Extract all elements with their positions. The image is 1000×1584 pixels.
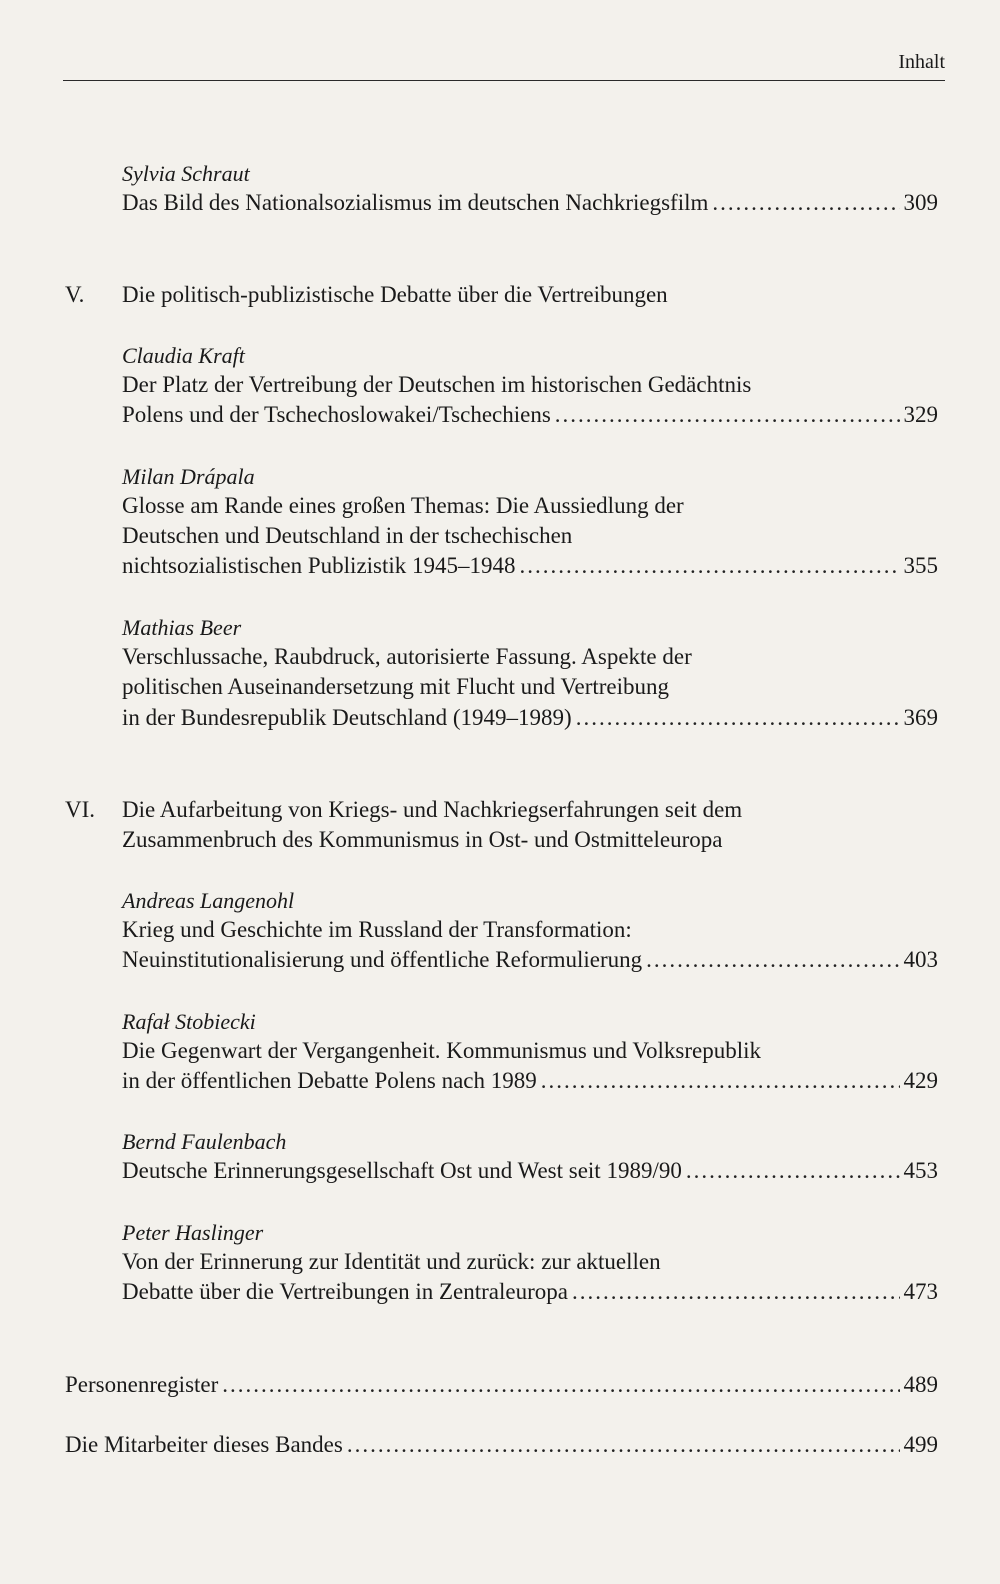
toc-author: Rafał Stobiecki xyxy=(122,1009,256,1034)
toc-register-row xyxy=(65,1370,938,1400)
toc-entry-title-row xyxy=(122,1156,938,1186)
leader-dots xyxy=(712,188,899,218)
toc-page-number: 429 xyxy=(903,1068,938,1093)
toc-entry-title-row xyxy=(122,551,938,581)
section-number: VI. xyxy=(65,797,96,822)
toc-page-number: 309 xyxy=(903,190,938,215)
toc-page-number: 453 xyxy=(903,1158,938,1183)
toc-entry-title-row xyxy=(122,945,938,975)
toc-author: Andreas Langenohl xyxy=(122,888,295,913)
toc-page-number: 403 xyxy=(903,947,938,972)
toc-author: Claudia Kraft xyxy=(122,343,245,368)
toc-page-number: 499 xyxy=(903,1432,938,1457)
toc-entry-title: Polens und der Tschechoslowakei/Tschechiens xyxy=(122,402,551,427)
leader-dots xyxy=(646,945,899,975)
toc-entry-title: Die Gegenwart der Vergangenheit. Kommunismus und Volksrepublik xyxy=(122,1038,762,1063)
toc-author: Mathias Beer xyxy=(122,615,242,640)
toc-page-number: 329 xyxy=(903,402,938,427)
toc-author: Peter Haslinger xyxy=(122,1220,264,1245)
toc-page-number: 369 xyxy=(903,705,938,730)
leader-dots xyxy=(222,1370,899,1400)
toc-entry-title: Personenregister xyxy=(65,1372,219,1397)
toc-entry-title: Von der Erinnerung zur Identität und zurück: zur aktuellen xyxy=(122,1249,661,1274)
toc-entry-title: Verschlussache, Raubdruck, autorisierte Fassung. Aspekte der xyxy=(122,644,692,669)
toc-entry-title: Debatte über die Vertreibungen in Zentraleuropa xyxy=(122,1279,568,1304)
toc-author: Bernd Faulenbach xyxy=(122,1129,287,1154)
leader-dots xyxy=(555,400,900,430)
toc-entry-title-row xyxy=(122,188,938,218)
leader-dots xyxy=(686,1156,900,1186)
section-title: Die politisch-publizistische Debatte über die Vertreibungen xyxy=(122,282,668,307)
toc-author: Sylvia Schraut xyxy=(122,161,250,186)
toc-entry-title: Deutsche Erinnerungsgesellschaft Ost und West seit 1989/90 xyxy=(122,1158,682,1183)
toc-contributors-row xyxy=(65,1430,938,1460)
toc-entry-title: Deutschen und Deutschland in der tschechischen xyxy=(122,523,573,548)
toc-entry-title: Krieg und Geschichte im Russland der Transformation: xyxy=(122,917,632,942)
toc-entry-title-row xyxy=(122,400,938,430)
toc-entry-title: Neuinstitutionalisierung und öffentliche Reformulierung xyxy=(122,947,643,972)
section-title: Die Aufarbeitung von Kriegs- und Nachkriegserfahrungen seit dem xyxy=(122,797,743,822)
leader-dots xyxy=(572,1277,900,1307)
leader-dots xyxy=(520,551,900,581)
toc-author: Milan Drápala xyxy=(122,464,255,489)
toc-page-number: 355 xyxy=(903,553,938,578)
section-number: V. xyxy=(65,282,85,307)
toc-entry-title: in der öffentlichen Debatte Polens nach 1989 xyxy=(122,1068,537,1093)
toc-entry-title: Der Platz der Vertreibung der Deutschen im historischen Gedächtnis xyxy=(122,372,752,397)
toc-entry-title: in der Bundesrepublik Deutschland (1949–1989) xyxy=(122,705,572,730)
toc-page-number: 473 xyxy=(903,1279,938,1304)
toc-entry-title: Glosse am Rande eines großen Themas: Die Aussiedlung der xyxy=(122,493,684,518)
running-head xyxy=(63,50,945,81)
running-title: Inhalt xyxy=(898,51,945,73)
toc-entry-title-row xyxy=(122,1277,938,1307)
section-title: Zusammenbruch des Kommunismus in Ost- und Ostmitteleuropa xyxy=(122,827,723,852)
leader-dots xyxy=(347,1430,900,1460)
toc-entry-title: Das Bild des Nationalsozialismus im deutschen Nachkriegsfilm xyxy=(122,190,709,215)
toc-page-number: 489 xyxy=(903,1372,938,1397)
toc-entry-title-row xyxy=(122,703,938,733)
toc-entry-title-row xyxy=(122,1066,938,1096)
toc-entry-title: nichtsozialistischen Publizistik 1945–1948 xyxy=(122,553,516,578)
leader-dots xyxy=(576,703,900,733)
toc-entry-title: politischen Auseinandersetzung mit Flucht und Vertreibung xyxy=(122,674,670,699)
toc-entry-title: Die Mitarbeiter dieses Bandes xyxy=(65,1432,343,1457)
leader-dots xyxy=(541,1066,900,1096)
